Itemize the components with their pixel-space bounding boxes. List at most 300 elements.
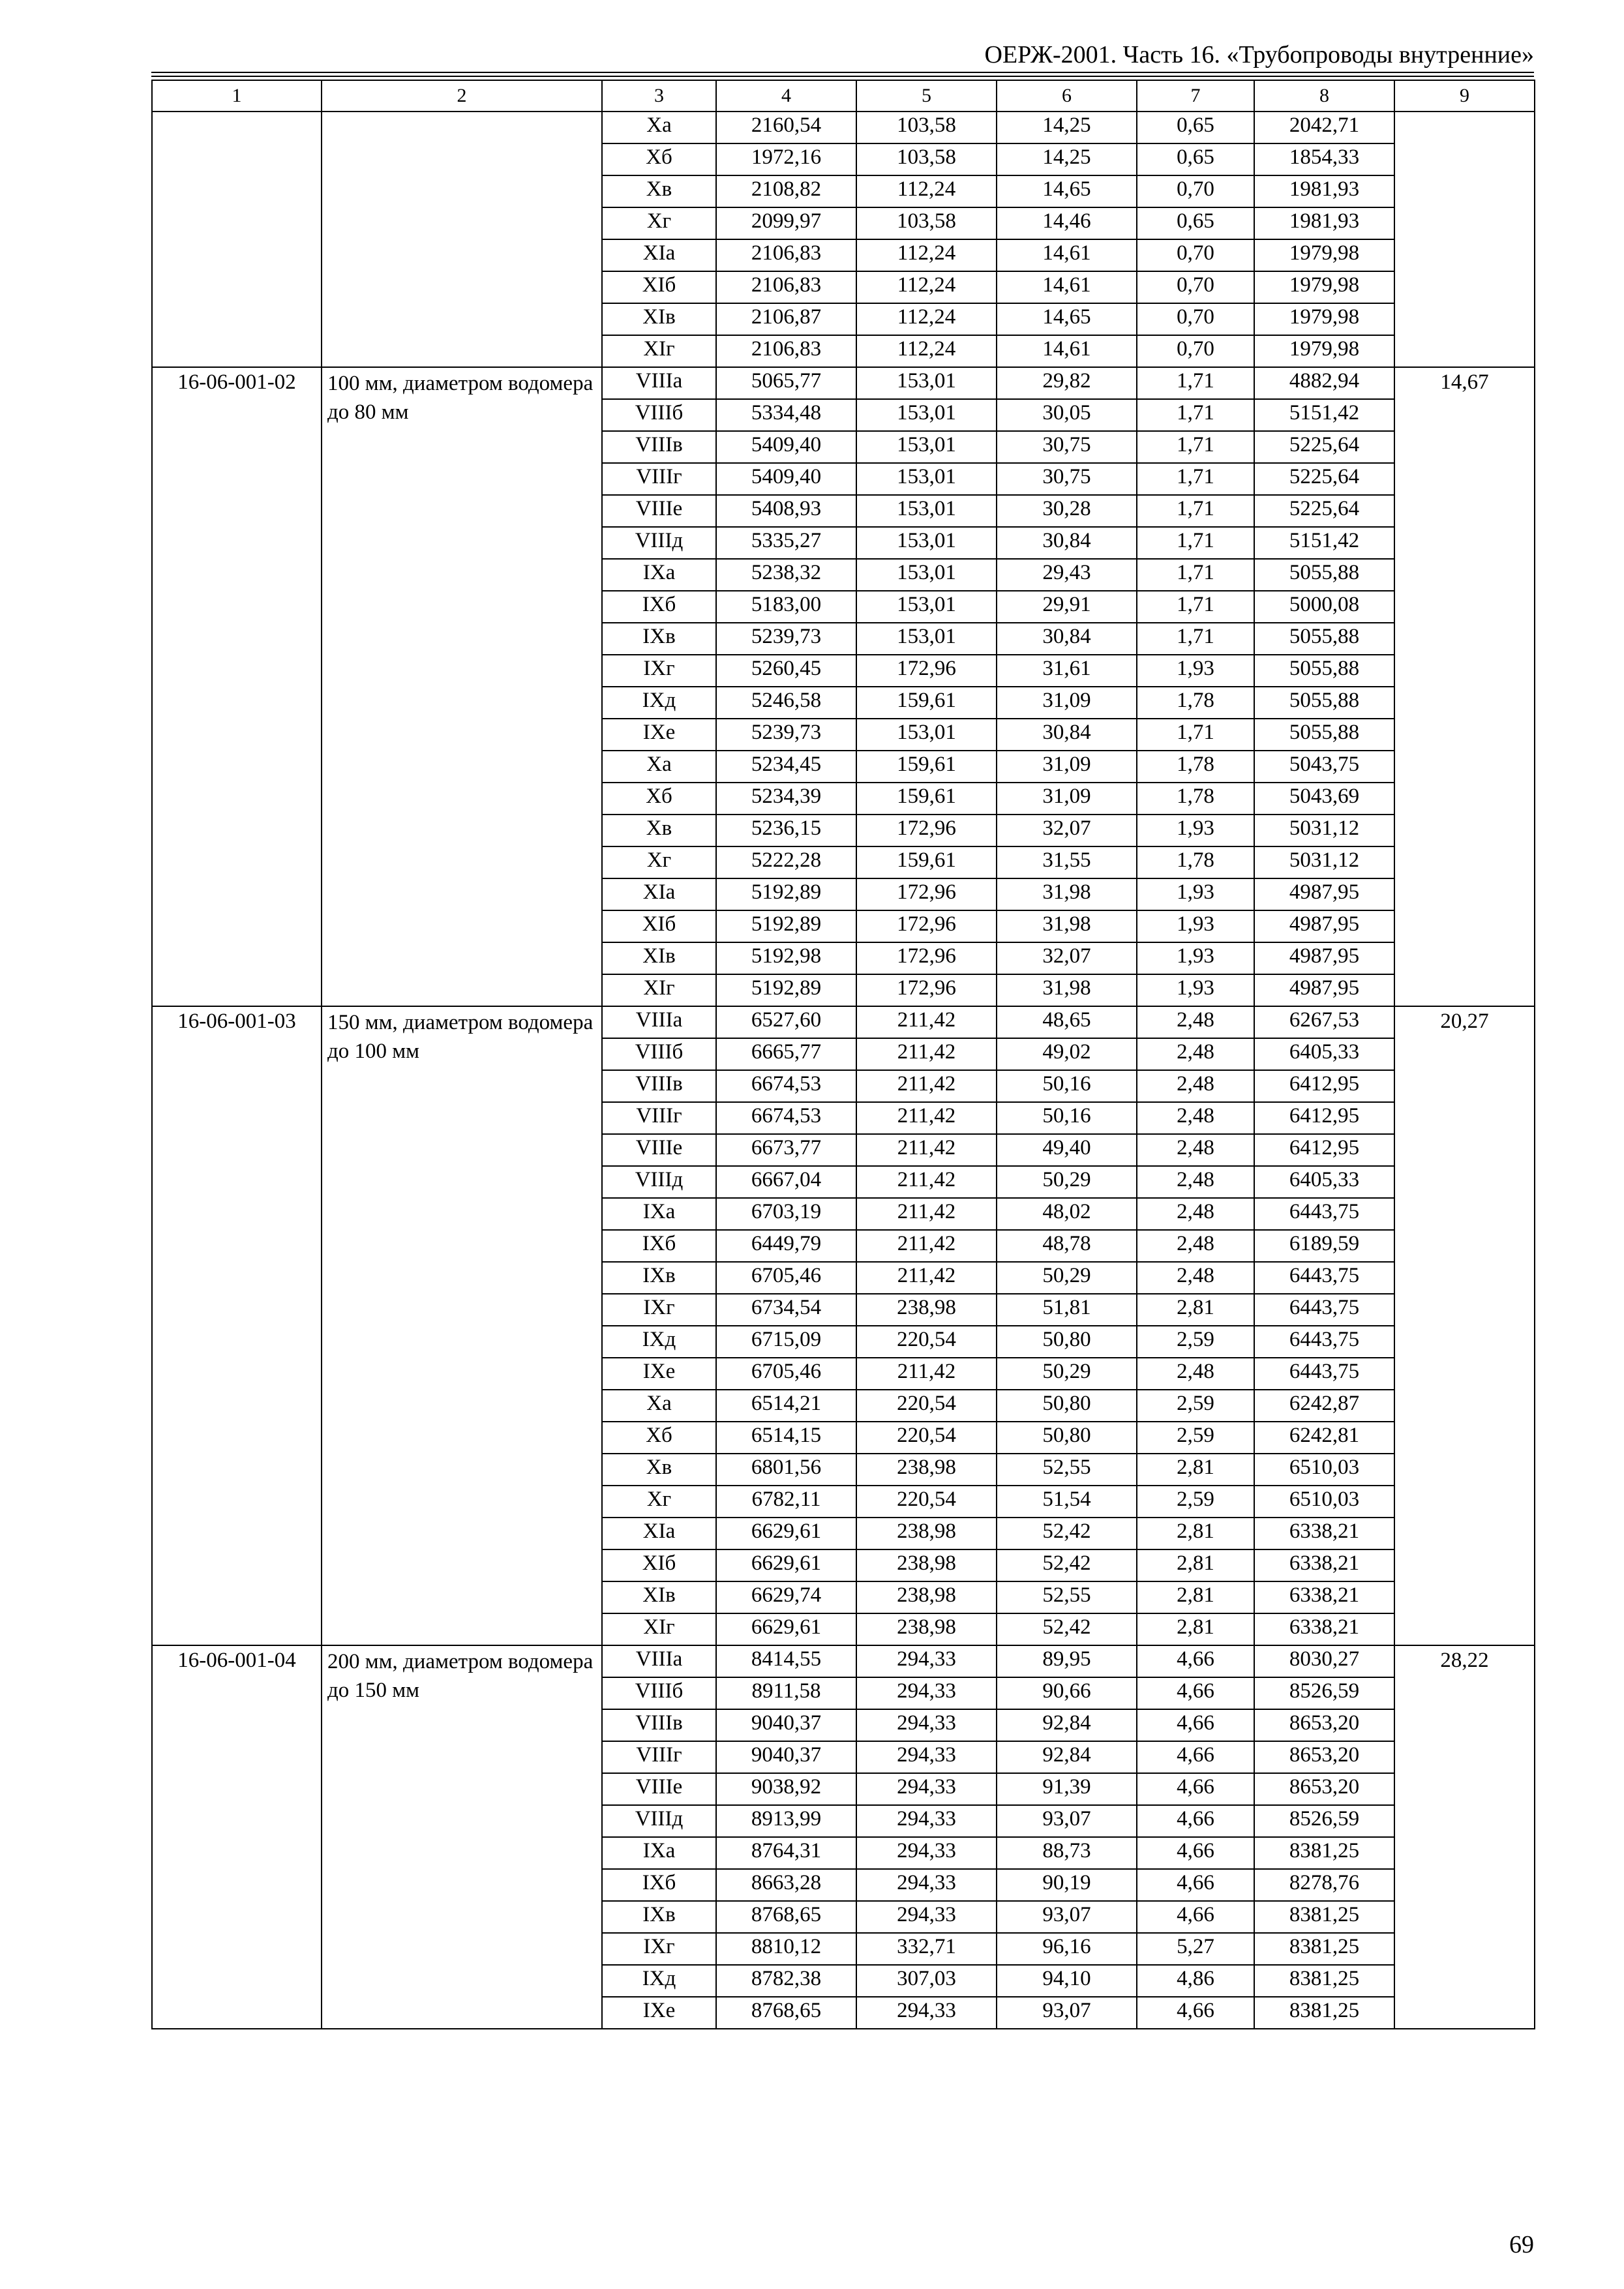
driver-wages-cell: 4,66 — [1137, 1645, 1254, 1677]
machine-cost-cell: 52,55 — [997, 1454, 1137, 1486]
row-code-cell: IХд — [602, 1326, 716, 1358]
driver-wages-cell: 2,48 — [1137, 1006, 1254, 1038]
wages-cell: 172,96 — [856, 942, 997, 974]
materials-cost-cell: 1979,98 — [1254, 239, 1394, 271]
total-cost-cell: 8782,38 — [716, 1965, 856, 1997]
total-cost-cell: 6629,61 — [716, 1549, 856, 1581]
labor-cost-cell: 20,27 — [1394, 1006, 1535, 1645]
row-code-cell: IХе — [602, 719, 716, 751]
norm-code-cell: 16-06-001-02 — [152, 367, 322, 1006]
machine-cost-cell: 49,40 — [997, 1134, 1137, 1166]
row-code-cell: ХIг — [602, 974, 716, 1006]
driver-wages-cell: 2,59 — [1137, 1390, 1254, 1422]
materials-cost-cell: 8381,25 — [1254, 1997, 1394, 2029]
total-cost-cell: 9040,37 — [716, 1741, 856, 1773]
row-code-cell: VIIIв — [602, 1070, 716, 1102]
row-code-cell: VIIIг — [602, 1102, 716, 1134]
materials-cost-cell: 5000,08 — [1254, 591, 1394, 623]
materials-cost-cell: 6338,21 — [1254, 1549, 1394, 1581]
wages-cell: 238,98 — [856, 1613, 997, 1645]
norm-code-cell — [152, 112, 322, 367]
wages-cell: 153,01 — [856, 463, 997, 495]
row-code-cell: VIIIв — [602, 431, 716, 463]
driver-wages-cell: 1,93 — [1137, 815, 1254, 846]
total-cost-cell: 2160,54 — [716, 112, 856, 143]
materials-cost-cell: 5151,42 — [1254, 399, 1394, 431]
row-code-cell: Хб — [602, 783, 716, 815]
machine-cost-cell: 50,29 — [997, 1358, 1137, 1390]
wages-cell: 172,96 — [856, 655, 997, 687]
row-code-cell: Хб — [602, 1422, 716, 1454]
row-code-cell: IХа — [602, 1198, 716, 1230]
materials-cost-cell: 5151,42 — [1254, 527, 1394, 559]
driver-wages-cell: 2,81 — [1137, 1454, 1254, 1486]
materials-cost-cell: 2042,71 — [1254, 112, 1394, 143]
wages-cell: 332,71 — [856, 1933, 997, 1965]
wages-cell: 153,01 — [856, 399, 997, 431]
row-code-cell: VIIIа — [602, 367, 716, 399]
wages-cell: 238,98 — [856, 1581, 997, 1613]
machine-cost-cell: 90,19 — [997, 1869, 1137, 1901]
row-code-cell: Ха — [602, 112, 716, 143]
wages-cell: 294,33 — [856, 1901, 997, 1933]
row-code-cell: IХа — [602, 559, 716, 591]
driver-wages-cell: 4,66 — [1137, 1709, 1254, 1741]
total-cost-cell: 6673,77 — [716, 1134, 856, 1166]
materials-cost-cell: 5031,12 — [1254, 846, 1394, 878]
materials-cost-cell: 8381,25 — [1254, 1837, 1394, 1869]
row-code-cell: VIIIг — [602, 1741, 716, 1773]
machine-cost-cell: 48,65 — [997, 1006, 1137, 1038]
machine-cost-cell: 50,16 — [997, 1070, 1137, 1102]
materials-cost-cell: 1979,98 — [1254, 271, 1394, 303]
total-cost-cell: 5239,73 — [716, 719, 856, 751]
labor-cost-cell: 28,22 — [1394, 1645, 1535, 2029]
column-number: 2 — [322, 80, 602, 112]
total-cost-cell: 9038,92 — [716, 1773, 856, 1805]
machine-cost-cell: 50,80 — [997, 1422, 1137, 1454]
machine-cost-cell: 31,09 — [997, 751, 1137, 783]
row-code-cell: IХб — [602, 591, 716, 623]
materials-cost-cell: 1979,98 — [1254, 303, 1394, 335]
driver-wages-cell: 4,66 — [1137, 1901, 1254, 1933]
driver-wages-cell: 1,71 — [1137, 431, 1254, 463]
driver-wages-cell: 4,86 — [1137, 1965, 1254, 1997]
machine-cost-cell: 93,07 — [997, 1805, 1137, 1837]
wages-cell: 112,24 — [856, 239, 997, 271]
materials-cost-cell: 5225,64 — [1254, 431, 1394, 463]
total-cost-cell: 9040,37 — [716, 1709, 856, 1741]
driver-wages-cell: 5,27 — [1137, 1933, 1254, 1965]
total-cost-cell: 6629,74 — [716, 1581, 856, 1613]
machine-cost-cell: 93,07 — [997, 1997, 1137, 2029]
wages-cell: 159,61 — [856, 783, 997, 815]
machine-cost-cell: 30,84 — [997, 719, 1137, 751]
wages-cell: 211,42 — [856, 1006, 997, 1038]
driver-wages-cell: 1,71 — [1137, 623, 1254, 655]
row-code-cell: IХд — [602, 687, 716, 719]
materials-cost-cell: 5055,88 — [1254, 559, 1394, 591]
row-code-cell: ХIа — [602, 878, 716, 910]
wages-cell: 294,33 — [856, 1805, 997, 1837]
materials-cost-cell: 5225,64 — [1254, 495, 1394, 527]
row-code-cell: ХIв — [602, 303, 716, 335]
driver-wages-cell: 1,71 — [1137, 527, 1254, 559]
machine-cost-cell: 88,73 — [997, 1837, 1137, 1869]
materials-cost-cell: 6443,75 — [1254, 1358, 1394, 1390]
driver-wages-cell: 0,70 — [1137, 303, 1254, 335]
total-cost-cell: 5260,45 — [716, 655, 856, 687]
row-code-cell: Хв — [602, 815, 716, 846]
total-cost-cell: 2106,83 — [716, 335, 856, 367]
wages-cell: 103,58 — [856, 112, 997, 143]
driver-wages-cell: 0,65 — [1137, 207, 1254, 239]
machine-cost-cell: 93,07 — [997, 1901, 1137, 1933]
driver-wages-cell: 2,59 — [1137, 1422, 1254, 1454]
machine-cost-cell: 14,61 — [997, 239, 1137, 271]
machine-cost-cell: 14,25 — [997, 112, 1137, 143]
row-code-cell: ХIа — [602, 1518, 716, 1549]
total-cost-cell: 5409,40 — [716, 431, 856, 463]
row-code-cell: VIIIб — [602, 399, 716, 431]
wages-cell: 294,33 — [856, 1773, 997, 1805]
total-cost-cell: 5065,77 — [716, 367, 856, 399]
total-cost-cell: 2099,97 — [716, 207, 856, 239]
total-cost-cell: 5236,15 — [716, 815, 856, 846]
materials-cost-cell: 6443,75 — [1254, 1326, 1394, 1358]
row-code-cell: IХв — [602, 623, 716, 655]
description-cell — [322, 112, 602, 367]
total-cost-cell: 8913,99 — [716, 1805, 856, 1837]
wages-cell: 153,01 — [856, 591, 997, 623]
driver-wages-cell: 4,66 — [1137, 1837, 1254, 1869]
machine-cost-cell: 29,91 — [997, 591, 1137, 623]
total-cost-cell: 6449,79 — [716, 1230, 856, 1262]
machine-cost-cell: 30,05 — [997, 399, 1137, 431]
row-code-cell: VIIIб — [602, 1677, 716, 1709]
total-cost-cell: 8764,31 — [716, 1837, 856, 1869]
row-code-cell: IХв — [602, 1901, 716, 1933]
total-cost-cell: 6705,46 — [716, 1358, 856, 1390]
materials-cost-cell: 5055,88 — [1254, 655, 1394, 687]
total-cost-cell: 6667,04 — [716, 1166, 856, 1198]
header-rule-top — [151, 72, 1534, 73]
materials-cost-cell: 8030,27 — [1254, 1645, 1394, 1677]
driver-wages-cell: 2,81 — [1137, 1294, 1254, 1326]
column-number: 6 — [997, 80, 1137, 112]
total-cost-cell: 2106,83 — [716, 271, 856, 303]
total-cost-cell: 6527,60 — [716, 1006, 856, 1038]
machine-cost-cell: 48,02 — [997, 1198, 1137, 1230]
norm-code-cell: 16-06-001-04 — [152, 1645, 322, 2029]
materials-cost-cell: 6443,75 — [1254, 1198, 1394, 1230]
table-row — [152, 1006, 1535, 1038]
wages-cell: 211,42 — [856, 1230, 997, 1262]
machine-cost-cell: 30,84 — [997, 527, 1137, 559]
total-cost-cell: 5408,93 — [716, 495, 856, 527]
machine-cost-cell: 30,75 — [997, 431, 1137, 463]
machine-cost-cell: 31,09 — [997, 783, 1137, 815]
machine-cost-cell: 90,66 — [997, 1677, 1137, 1709]
row-code-cell: ХIб — [602, 1549, 716, 1581]
row-code-cell: Хв — [602, 175, 716, 207]
total-cost-cell: 1972,16 — [716, 143, 856, 175]
driver-wages-cell: 1,93 — [1137, 942, 1254, 974]
row-code-cell: ХIб — [602, 910, 716, 942]
total-cost-cell: 6782,11 — [716, 1486, 856, 1518]
driver-wages-cell: 2,48 — [1137, 1262, 1254, 1294]
driver-wages-cell: 1,93 — [1137, 910, 1254, 942]
materials-cost-cell: 6443,75 — [1254, 1262, 1394, 1294]
wages-cell: 153,01 — [856, 719, 997, 751]
materials-cost-cell: 6405,33 — [1254, 1166, 1394, 1198]
wages-cell: 153,01 — [856, 559, 997, 591]
row-code-cell: VIIIб — [602, 1038, 716, 1070]
driver-wages-cell: 1,93 — [1137, 974, 1254, 1006]
machine-cost-cell: 14,65 — [997, 175, 1137, 207]
materials-cost-cell: 6242,81 — [1254, 1422, 1394, 1454]
machine-cost-cell: 50,80 — [997, 1326, 1137, 1358]
column-number: 3 — [602, 80, 716, 112]
driver-wages-cell: 1,71 — [1137, 495, 1254, 527]
driver-wages-cell: 1,71 — [1137, 399, 1254, 431]
driver-wages-cell: 1,71 — [1137, 559, 1254, 591]
driver-wages-cell: 2,59 — [1137, 1486, 1254, 1518]
machine-cost-cell: 50,16 — [997, 1102, 1137, 1134]
norm-code-cell: 16-06-001-03 — [152, 1006, 322, 1645]
materials-cost-cell: 4882,94 — [1254, 367, 1394, 399]
wages-cell: 211,42 — [856, 1038, 997, 1070]
price-table — [151, 80, 1535, 2029]
materials-cost-cell: 5055,88 — [1254, 623, 1394, 655]
total-cost-cell: 6705,46 — [716, 1262, 856, 1294]
row-code-cell: VIIIг — [602, 463, 716, 495]
machine-cost-cell: 31,61 — [997, 655, 1137, 687]
driver-wages-cell: 2,81 — [1137, 1613, 1254, 1645]
driver-wages-cell: 2,48 — [1137, 1102, 1254, 1134]
machine-cost-cell: 32,07 — [997, 942, 1137, 974]
machine-cost-cell: 92,84 — [997, 1741, 1137, 1773]
wages-cell: 220,54 — [856, 1390, 997, 1422]
wages-cell: 112,24 — [856, 175, 997, 207]
column-number: 7 — [1137, 80, 1254, 112]
driver-wages-cell: 1,71 — [1137, 591, 1254, 623]
machine-cost-cell: 14,61 — [997, 335, 1137, 367]
driver-wages-cell: 4,66 — [1137, 1997, 1254, 2029]
driver-wages-cell: 0,65 — [1137, 112, 1254, 143]
driver-wages-cell: 1,71 — [1137, 719, 1254, 751]
wages-cell: 211,42 — [856, 1358, 997, 1390]
row-code-cell: VIIIд — [602, 1166, 716, 1198]
total-cost-cell: 2106,87 — [716, 303, 856, 335]
wages-cell: 220,54 — [856, 1486, 997, 1518]
wages-cell: 112,24 — [856, 335, 997, 367]
materials-cost-cell: 6405,33 — [1254, 1038, 1394, 1070]
description-cell: 200 мм, диаметром водомера до 150 мм — [322, 1645, 602, 2029]
machine-cost-cell: 49,02 — [997, 1038, 1137, 1070]
row-code-cell: Ха — [602, 1390, 716, 1422]
total-cost-cell: 6674,53 — [716, 1070, 856, 1102]
header-rule-bottom — [151, 76, 1534, 77]
total-cost-cell: 8768,65 — [716, 1901, 856, 1933]
column-number: 8 — [1254, 80, 1394, 112]
row-code-cell: IХв — [602, 1262, 716, 1294]
machine-cost-cell: 52,42 — [997, 1613, 1137, 1645]
materials-cost-cell: 5055,88 — [1254, 719, 1394, 751]
wages-cell: 112,24 — [856, 271, 997, 303]
driver-wages-cell: 0,70 — [1137, 335, 1254, 367]
driver-wages-cell: 0,70 — [1137, 239, 1254, 271]
driver-wages-cell: 2,48 — [1137, 1038, 1254, 1070]
materials-cost-cell: 1854,33 — [1254, 143, 1394, 175]
total-cost-cell: 6801,56 — [716, 1454, 856, 1486]
materials-cost-cell: 5043,69 — [1254, 783, 1394, 815]
wages-cell: 153,01 — [856, 495, 997, 527]
materials-cost-cell: 5043,75 — [1254, 751, 1394, 783]
wages-cell: 220,54 — [856, 1326, 997, 1358]
materials-cost-cell: 5031,12 — [1254, 815, 1394, 846]
total-cost-cell: 8768,65 — [716, 1997, 856, 2029]
machine-cost-cell: 51,81 — [997, 1294, 1137, 1326]
total-cost-cell: 2108,82 — [716, 175, 856, 207]
driver-wages-cell: 2,81 — [1137, 1581, 1254, 1613]
description-cell: 150 мм, диаметром водомера до 100 мм — [322, 1006, 602, 1645]
table-row — [152, 1645, 1535, 1677]
wages-cell: 294,33 — [856, 1709, 997, 1741]
machine-cost-cell: 30,84 — [997, 623, 1137, 655]
driver-wages-cell: 2,48 — [1137, 1198, 1254, 1230]
machine-cost-cell: 50,80 — [997, 1390, 1137, 1422]
wages-cell: 153,01 — [856, 367, 997, 399]
machine-cost-cell: 52,42 — [997, 1518, 1137, 1549]
row-code-cell: ХIг — [602, 335, 716, 367]
machine-cost-cell: 31,98 — [997, 974, 1137, 1006]
materials-cost-cell: 6412,95 — [1254, 1102, 1394, 1134]
row-code-cell: IХг — [602, 655, 716, 687]
total-cost-cell: 5335,27 — [716, 527, 856, 559]
driver-wages-cell: 1,71 — [1137, 463, 1254, 495]
wages-cell: 172,96 — [856, 974, 997, 1006]
materials-cost-cell: 4987,95 — [1254, 910, 1394, 942]
materials-cost-cell: 6189,59 — [1254, 1230, 1394, 1262]
total-cost-cell: 6514,21 — [716, 1390, 856, 1422]
labor-cost-cell — [1394, 112, 1535, 367]
column-number: 1 — [152, 80, 322, 112]
total-cost-cell: 5334,48 — [716, 399, 856, 431]
wages-cell: 211,42 — [856, 1070, 997, 1102]
wages-cell: 159,61 — [856, 687, 997, 719]
wages-cell: 153,01 — [856, 623, 997, 655]
total-cost-cell: 5192,89 — [716, 910, 856, 942]
machine-cost-cell: 14,46 — [997, 207, 1137, 239]
row-code-cell: IХа — [602, 1837, 716, 1869]
driver-wages-cell: 1,78 — [1137, 783, 1254, 815]
wages-cell: 238,98 — [856, 1294, 997, 1326]
machine-cost-cell: 48,78 — [997, 1230, 1137, 1262]
table-row — [152, 367, 1535, 399]
total-cost-cell: 5183,00 — [716, 591, 856, 623]
total-cost-cell: 5222,28 — [716, 846, 856, 878]
materials-cost-cell: 6338,21 — [1254, 1613, 1394, 1645]
materials-cost-cell: 8653,20 — [1254, 1709, 1394, 1741]
wages-cell: 294,33 — [856, 1677, 997, 1709]
machine-cost-cell: 52,55 — [997, 1581, 1137, 1613]
driver-wages-cell: 2,81 — [1137, 1549, 1254, 1581]
total-cost-cell: 6703,19 — [716, 1198, 856, 1230]
materials-cost-cell: 8526,59 — [1254, 1805, 1394, 1837]
machine-cost-cell: 30,28 — [997, 495, 1137, 527]
materials-cost-cell: 1981,93 — [1254, 207, 1394, 239]
row-code-cell: VIIIе — [602, 1134, 716, 1166]
materials-cost-cell: 8526,59 — [1254, 1677, 1394, 1709]
total-cost-cell: 6734,54 — [716, 1294, 856, 1326]
machine-cost-cell: 14,25 — [997, 143, 1137, 175]
driver-wages-cell: 4,66 — [1137, 1677, 1254, 1709]
total-cost-cell: 5234,45 — [716, 751, 856, 783]
row-code-cell: VIIIа — [602, 1006, 716, 1038]
materials-cost-cell: 4987,95 — [1254, 942, 1394, 974]
machine-cost-cell: 31,09 — [997, 687, 1137, 719]
machine-cost-cell: 31,55 — [997, 846, 1137, 878]
total-cost-cell: 5246,58 — [716, 687, 856, 719]
wages-cell: 307,03 — [856, 1965, 997, 1997]
total-cost-cell: 5238,32 — [716, 559, 856, 591]
total-cost-cell: 5409,40 — [716, 463, 856, 495]
row-code-cell: VIIIа — [602, 1645, 716, 1677]
row-code-cell: Хв — [602, 1454, 716, 1486]
materials-cost-cell: 6443,75 — [1254, 1294, 1394, 1326]
materials-cost-cell: 1981,93 — [1254, 175, 1394, 207]
row-code-cell: ХIв — [602, 1581, 716, 1613]
materials-cost-cell: 4987,95 — [1254, 974, 1394, 1006]
materials-cost-cell: 5225,64 — [1254, 463, 1394, 495]
driver-wages-cell: 4,66 — [1137, 1805, 1254, 1837]
total-cost-cell: 6629,61 — [716, 1613, 856, 1645]
materials-cost-cell: 1979,98 — [1254, 335, 1394, 367]
machine-cost-cell: 32,07 — [997, 815, 1137, 846]
wages-cell: 211,42 — [856, 1102, 997, 1134]
total-cost-cell: 2106,83 — [716, 239, 856, 271]
materials-cost-cell: 8653,20 — [1254, 1773, 1394, 1805]
row-code-cell: VIIIд — [602, 1805, 716, 1837]
total-cost-cell: 5192,98 — [716, 942, 856, 974]
total-cost-cell: 5239,73 — [716, 623, 856, 655]
column-number: 5 — [856, 80, 997, 112]
driver-wages-cell: 4,66 — [1137, 1741, 1254, 1773]
row-code-cell: IХе — [602, 1358, 716, 1390]
wages-cell: 211,42 — [856, 1262, 997, 1294]
materials-cost-cell: 8381,25 — [1254, 1965, 1394, 1997]
wages-cell: 172,96 — [856, 878, 997, 910]
wages-cell: 211,42 — [856, 1134, 997, 1166]
row-code-cell: Ха — [602, 751, 716, 783]
materials-cost-cell: 8653,20 — [1254, 1741, 1394, 1773]
row-code-cell: VIIIе — [602, 495, 716, 527]
machine-cost-cell: 50,29 — [997, 1166, 1137, 1198]
total-cost-cell: 6715,09 — [716, 1326, 856, 1358]
machine-cost-cell: 92,84 — [997, 1709, 1137, 1741]
wages-cell: 294,33 — [856, 1741, 997, 1773]
machine-cost-cell: 31,98 — [997, 910, 1137, 942]
wages-cell: 153,01 — [856, 527, 997, 559]
row-code-cell: Хг — [602, 207, 716, 239]
materials-cost-cell: 8381,25 — [1254, 1901, 1394, 1933]
driver-wages-cell: 1,71 — [1137, 367, 1254, 399]
total-cost-cell: 6665,77 — [716, 1038, 856, 1070]
column-number: 4 — [716, 80, 856, 112]
wages-cell: 112,24 — [856, 303, 997, 335]
driver-wages-cell: 4,66 — [1137, 1773, 1254, 1805]
